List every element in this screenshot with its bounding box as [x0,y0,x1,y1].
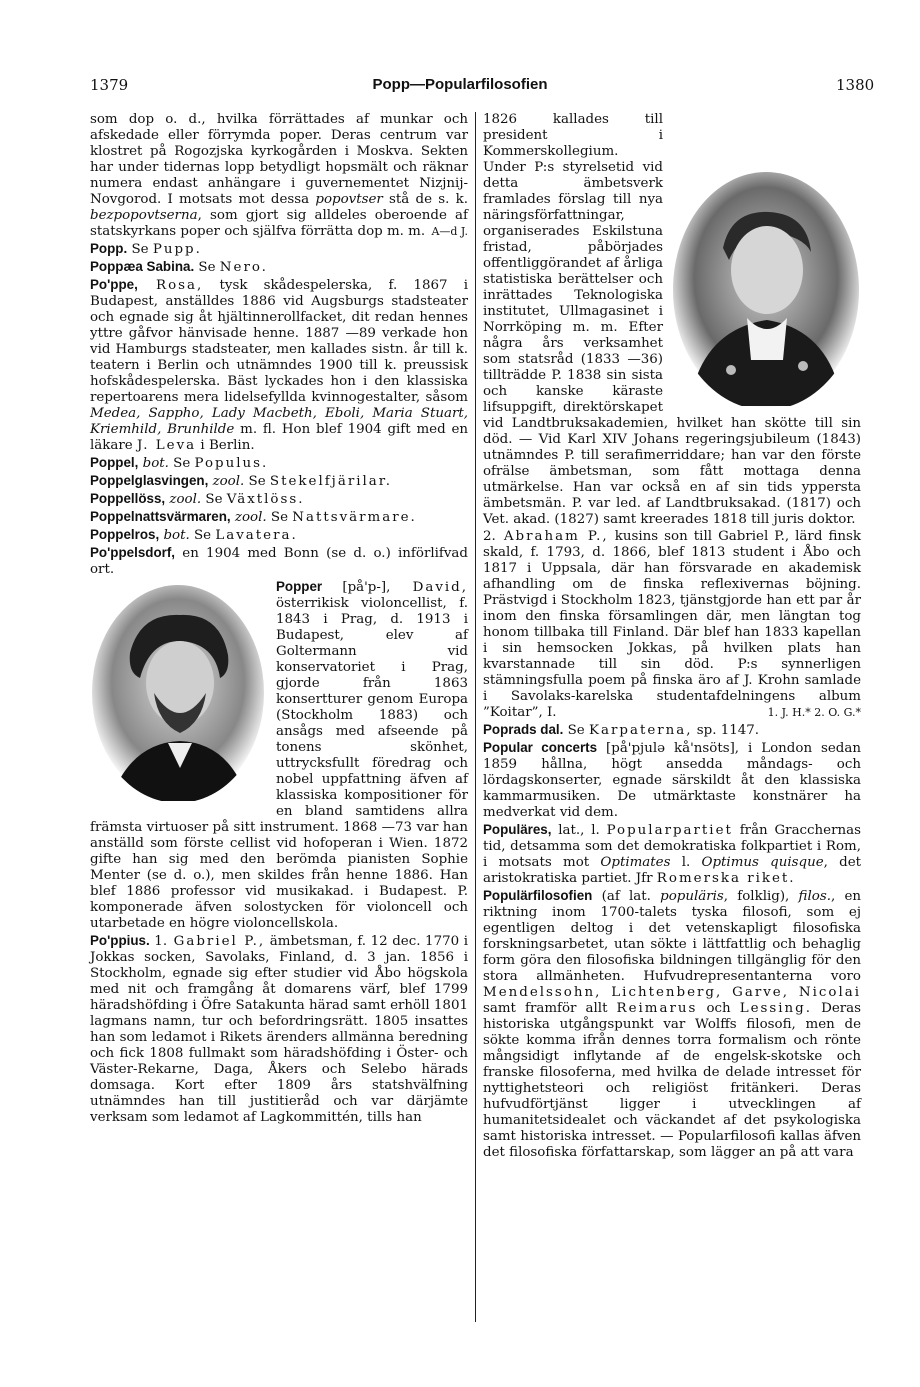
running-title: Popp—Popularfilosofien [372,76,548,93]
entry-abraham-poppius: 2. Abraham P., kusins son till Gabriel P., lärd finsk skald, f. 1793, d. 1866, blef 1813 student i Åbo och 1817 i Uppsala, där han försvarade en akademisk afhandling om de finska reflexivernas böjning. Prästvigd i Stockholm 1823, tjänstgjorde han ett par år inom den finska församlingen där, men längtan tog honom tillbaka till Finland. Där blef han 1833 kapellan i sin hemsocken Jokkas, på hvilken plats han kvarstannade till sin död. P:s synnerligen stämningsfulla poem på finska äro af J. Krohn samlade i Savolaks-karelska studentafdelningens album ”Koitar”, I. 1. J. H.* 2. O. G.* [483,529,861,720]
entry-poppaea: Poppæa Sabina. Se Nero. [90,259,268,275]
portrait-david-popper [90,583,266,803]
entry-poppe: Po'ppe, Rosa, tysk skådespelerska, f. 1867 i Budapest, anställdes 1886 vid Augsburgs stadsteater och egnade sig åt hjältinnerollfacket, dit redan hennes yttre gåfvor hänvisade henne. 1887 —89 verkade hon vid Hamburgs stadsteater, men kallades sistn. år till k. teatern i Berlin och utnämndes 1900 till k. preussisk hofskådespelerska. Bäst lyckades hon i den klassiska repertoarens mera lidelsefyllda kvinnogestalter, såsom Medea, Sappho, Lady Macbeth, Eboli, Maria Stuart, Kriemhild, Brunhilde m. fl. Hon blef 1904 gift med en läkare J. Leva i Berlin. [90,277,469,453]
entry-poppel: Poppel, bot. Se Populus. [90,455,269,471]
entry-poppius: Po'ppius. 1. Gabriel P., ämbetsman, f. 12 dec. 1770 i Jokkas socken, Savolaks, Finland, d. 3 jan. 1856 i Stockholm, egnade sig efter studier vid Åbo högskola med nit och framgång åt domarens värf, blef 1799 häradshöfding i Öfre Satakunta härad samt erhöll 1801 lagmans namn, tur och befordringsrätt. 1805 insattes han som ledamot i Rikets ärenders allmänna beredning och fick 1808 fullmakt som häradshöfding i Öster- och Väster-Rekarne, Daga, Åkers och Selebo härads domsaga. Kort efter 1809 års statshvälfning utnämndes han till justitieråd och var därjämte verksam som ledamot af Lagkommittén, tills han [90,933,468,1125]
right-column [483,112,861,1161]
left-column [90,112,468,1126]
entry-poppelsdorf: Po'ppelsdorf, en 1904 med Bonn (se d. o.) införlifvad ort. [90,545,468,577]
portrait-image [671,170,861,410]
page-number-left: 1379 [90,76,129,94]
portrait-image [90,583,266,803]
page-number-right: 1380 [836,76,875,94]
entry-poppelglasvingen: Poppelglasvingen, zool. Se Stekelfjärilar. [90,473,392,489]
entry-poppius-continued: 1826 kallades till president i Kommerskollegium. Under P:s styrelsetid vid detta ämbetsverk framlades förslag till nya näringsförfattningar, organiserades Eskilstuna fristad, påbörjades offentliggörandet af årliga statistiska berättelser och inrättades Teknologiska institutet, Ullmagasinet i Norrköping m. m. Efter några års verksamhet som statsråd (1833 —36) tillträdde P. 1838 sin sista och kanske kärastе lifsuppgift, direktörskapet vid Landtbruksakademien, hvilket han skötte till sin död. — Vid Karl XIV Johans regeringsjubileum (1843) utnämndes P. till serafimerriddare; han var den förste ofrälse ämbetsman, som fått mottaga denna utmärkelse. Han var också en af sin tids yppersta ämbetsmän. P. var led. af Landtbruksakad. (1817) och Vet. akad. (1827) samt kreerades 1818 till juris doktor. [483,112,861,527]
entry-poppelros: Poppelros, bot. Se Lavatera. [90,527,298,543]
entry-poppelloss: Poppellöss, zool. Se Växtlöss. [90,491,305,507]
entry-popp: Popp. Se Pupp. [90,241,202,257]
entry-popovtsy-continued: som dop o. d., hvilka förrättades af munkar och afskedade eller förrymda poper. Deras centrum var klostret på Rogozjska kyrkogården i Moskva. Sekten har under tidernas lopp betydligt hopsmält och räknar numera endast anhängare i guvernementet Nizjnij-Novgorod. I motsats mot dessa popovtser stå de s. k. bezpopovtserna, som gjort sig alldeles oberoende af statskyrkans poper och själfva förrätta dop m. m. A—d J. [90,112,468,239]
entry-popper: Popper [på'p-], David, österrikisk violoncellist, f. 1843 i Prag, d. 1913 i Budapest, elev af Goltermann vid konservatoriet i Prag, gjorde från 1863 konsertturer genom Europa (Stockholm 1883) och ansågs med afseende på tonens skönhet, uttrycksfullt föredrag och nobel uppfattning äfven af klassiska kompositioner för en bland samtidens allra främsta virtuoser på sitt instrument. 1868 —73 var han anställd som förste cellist vid hofoperan i Wien. 1872 gifte han sig med den berömda pianisten Sophie Menter (se d. o.), men skildes från henne 1886. Han blef 1886 professor vid musikakad. i Budapest. P. komponerade äfven solostycken för violoncell och utarbetade en högre violoncellskola. [90,579,468,931]
author-signature: A—d J. [431,225,468,238]
entry-popularfilosofien: Populärfilosofien (af lat. populäris, folklig), filos., en riktning inom 1700-talets tyska filosofi, som ej egentligen deltog i det vetenskapligt filosofiska forskningsarbetet, utan sökte i lättfattlig och behaglig form göra den filosofiska bildningen tillgänglig för den stora allmänheten. Hufvudrepresentanterna voro Mendelssohn, Lichtenberg, Garve, Nicolai samt framför allt Reimarus och Lessing. Deras historiska utgångspunkt var Wolffs filosofi, men de sökte komma ifrån dennes torra formalism och rönte mångsidigt inflytande af de engelsk-skotske och franske filosoferna, med hvilka de delade intresset för nyttighetsteori och religiöst fritänkeri. Deras hufvudförtjänst ligger i utvecklingen af humanitetsidealet och väckandet af det psykologiska samt historiska intresset. — Popularfilosofi kallas äfven det filosofiska författarskap, som lägger an på att vara [483,888,861,1160]
entry-populares: Populäres, lat., l. Popularpartiet från Gracchernas tid, detsamma som det demokratiska folkpartiet i Rom, i motsats mot Optimates l. Optimus quisque, det aristokratiska partiet. Jfr Romerska riket. [483,822,861,886]
entry-poprads-dal: Poprads dal. Se Karpaterna, sp. 1147. [483,722,760,738]
column-divider [475,112,476,1322]
entry-popular-concerts: Popular concerts [på'pjulə kå'nsöts], i London sedan 1859 hållna, högt ansedda måndags- och lördagskonserter, egnade särskildt åt den klassiska kammarmusiken. De utmärktaste konstnärer ha medverkat vid dem. [483,740,861,820]
entry-poppelnattsvarmaren: Poppelnattsvärmaren, zool. Se Nattsvärmare. [90,509,417,525]
portrait-gabriel-poppius [671,170,861,410]
author-signature: 1. J. H.* 2. O. G.* [767,706,861,719]
